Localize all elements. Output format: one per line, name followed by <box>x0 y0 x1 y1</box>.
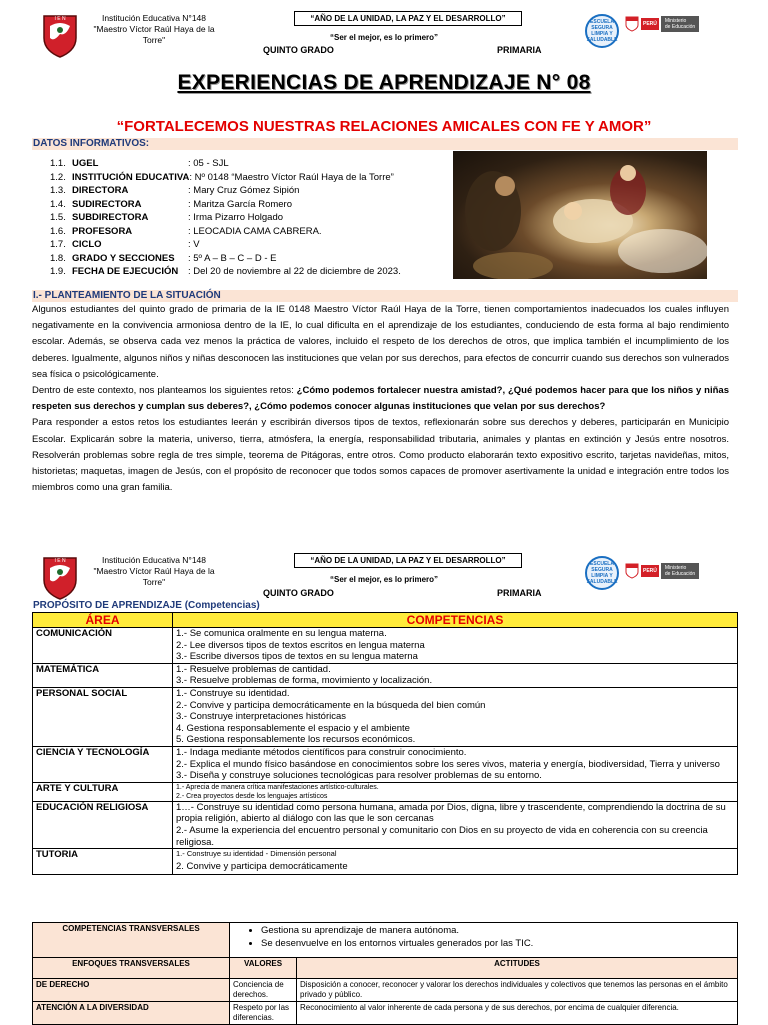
competencias-cell: 1.- Indaga mediante métodos científicos para construir conocimiento. 2.- Explica el mundo físico basándose en conocimientos sobre los seres vivos, materia y energía, biodiversidad, Tierra y universo 3.- Diseña y construye soluciones tecnológicas para resolver problemas de su entorno. <box>173 746 738 782</box>
competencias-table <box>32 612 738 875</box>
table-row <box>33 746 738 782</box>
area-cell: MATEMÁTICA <box>33 663 173 687</box>
situacion-paragraph-3: Para responder a estos retos los estudiantes leerán y escribirán diversos tipos de textos, reflexionarán sobre sus derechos y deberes, participarán en Municipio Escolar. Explicarán sobre la materia, universo, tierra, atmósfera, la energía, responsabilidad tributaria, animales y plantas en extinción y Jesús entre nosotros. Resolverán problemas sobre regla de tres simple, teorema de Pitágoras, entre otros. Como producto elaborarán texto expositivo escrito, tarjetas navideñas, mitos, historietas; maquetas, imagen de Jesús, con el propósito de reconocer que todos somos capaces de promover asertivamente la unidad e integración entre todos los miembros como una gran familia. <box>32 417 729 494</box>
enfoque-cell: ATENCIÓN A LA DIVERSIDAD <box>33 1002 230 1025</box>
school-crest-icon <box>40 554 80 600</box>
column-header-area: ÁREA <box>33 613 173 628</box>
competencias-cell: 1.- Construye su identidad - Dimensión personal 2. Convive y participa democráticamente <box>173 849 738 875</box>
situacion-paragraph-1: Algunos estudiantes del quinto grado de primaria de la IE 0148 Maestro Víctor Raúl Haya de la Torre, tienen comportamientos inadecuados los cuales influyen negativamente en la convivencia armoniosa dentro de la IE, lo cual dificulta en el aprendizaje de los estudiantes, conduciendo de esta forma al bajo rendimiento escolar. Además, se observa cada vez menos la práctica de valores, incluido el respeto de los derechos de otros, que implica también el incumplimiento de los deberes. Igualmente, algunos niños y niñas desconocen las instituciones que velan por sus derechos, para efectos de concurrir cuando sus derechos son vulnerados sea física o psicológicamente. <box>32 304 729 380</box>
nativity-image <box>453 151 707 279</box>
list-item: • Gestiona su aprendizaje de manera autónoma. <box>261 924 734 937</box>
school-logo <box>40 12 80 63</box>
competencias-cell: 1.- Resuelve problemas de cantidad. 3.- Resuelve problemas de forma, movimiento y localización. <box>173 663 738 687</box>
comp-transversal-list <box>230 923 738 958</box>
proposito-heading: PROPÓSITO DE APRENDIZAJE (Competencias) <box>33 600 260 611</box>
table-header-row <box>33 958 738 979</box>
situacion-paragraph-2: Dentro de este contexto, nos planteamos los siguientes retos: ¿Cómo podemos fortalecer nuestra amistad?, ¿Qué podemos hacer para que los niños y niñas respeten sus derechos y cumplan sus deberes?, ¿Cómo podemos conocer algunas instituciones que velan por sus derechos? <box>32 385 729 413</box>
table-row <box>33 1002 738 1025</box>
datos-row: 1.2. INSTITUCIÓN EDUCATIVA : Nº 0148 “Maestro Víctor Raúl Haya de la Torre” <box>50 171 394 183</box>
area-cell: EDUCACIÓN RELIGIOSA <box>33 801 173 848</box>
competencias-cell: 1.- Aprecia de manera crítica manifestaciones artístico-culturales. 2.- Crea proyectos desde los lenguajes artísticos <box>173 782 738 801</box>
column-header-valores: VALORES <box>230 958 297 979</box>
table-row <box>33 849 738 875</box>
area-cell: ARTE Y CULTURA <box>33 782 173 801</box>
ministry-logo: PERÚ Ministerio de Educación <box>625 563 699 579</box>
datos-row: 1.5. SUBDIRECTORA : Irma Pizarro Holgado <box>50 212 284 223</box>
datos-row: 1.8. GRADO Y SECCIONES : 5º A – B – C – D - E <box>50 252 277 264</box>
valor-cell: Conciencia de derechos. <box>230 979 297 1002</box>
svg-text:I E N: I E N <box>54 16 66 22</box>
situacion-heading: I.- PLANTEAMIENTO DE LA SITUACIÓN <box>33 290 221 301</box>
list-item: • Se desenvuelve en los entornos virtuales generados por las TIC. <box>261 937 734 950</box>
page-title: EXPERIENCIAS DE APRENDIZAJE N° 08 <box>177 71 591 94</box>
competencias-cell: 1.- Se comunica oralmente en su lengua materna. 2.- Lee diversos tipos de textos escritos en lengua materna 3.- Escribe diversos tipos de textos en su lengua materna <box>173 628 738 664</box>
table-header-row <box>33 613 738 628</box>
safe-school-badge-icon: ESCUELA SEGURA LIMPIA Y SALUDABLE <box>585 556 619 590</box>
datos-list <box>50 157 450 279</box>
school-crest-icon <box>40 12 80 58</box>
datos-row: 1.3. DIRECTORA : Mary Cruz Gómez Sipión <box>50 185 300 196</box>
year-motto: “AÑO DE LA UNIDAD, LA PAZ Y EL DESARROLLO” <box>294 553 522 568</box>
situacion-text <box>32 302 729 496</box>
table-row <box>33 979 738 1002</box>
actitud-cell: Disposición a conocer, reconocer y valorar los derechos individuales y colectivos que tenemos las personas en el ámbito privado y público. <box>297 979 738 1002</box>
institution-name: Institución Educativa N°148 "Maestro Víctor Raúl Haya de la Torre" <box>93 555 215 587</box>
level-label: PRIMARIA <box>497 588 542 598</box>
peru-shield-icon <box>625 563 639 579</box>
table-row <box>33 628 738 664</box>
school-logo <box>40 554 80 605</box>
comp-transversal-label: COMPETENCIAS TRANSVERSALES <box>33 923 230 958</box>
table-row <box>33 923 738 958</box>
column-header-enfoques: ENFOQUES TRANSVERSALES <box>33 958 230 979</box>
year-motto: “AÑO DE LA UNIDAD, LA PAZ Y EL DESARROLLO” <box>294 11 522 26</box>
grade-label: QUINTO GRADO <box>263 45 334 55</box>
safe-school-badge-icon: ESCUELA SEGURA LIMPIA Y SALUDABLE <box>585 14 619 48</box>
datos-row: 1.6. PROFESORA : LEOCADIA CAMA CABRERA. <box>50 225 322 237</box>
competencias-cell: 1.- Construye su identidad. 2.- Convive y participa democráticamente en la búsqueda del bien común 3.- Construye interpretaciones históricas 4. Gestiona responsablemente el espacio y el ambiente 5. Gestiona responsablemente los recursos económicos. <box>173 687 738 746</box>
table-row <box>33 801 738 848</box>
nativity-illustration-icon <box>453 151 707 279</box>
actitud-cell: Reconocimiento al valor inherente de cada persona y de sus derechos, por encima de cualquier diferencia. <box>297 1002 738 1025</box>
page-subtitle: “FORTALECEMOS NUESTRAS RELACIONES AMICALES CON FE Y AMOR” <box>116 118 652 135</box>
table-row <box>33 687 738 746</box>
competencias-cell: 1…- Construye su identidad como persona humana, amada por Dios, digna, libre y trascendente, comprendiendo la doctrina de su propia religión, abierto al diálogo con las que le son cercanas 2.- Asume la experiencia del encuentro personal y comunitario con Dios en su proyecto de vida en coherencia con su creencia religiosa. <box>173 801 738 848</box>
area-cell: COMUNICACIÓN <box>33 628 173 664</box>
datos-row: 1.1. UGEL : 05 - SJL <box>50 158 229 169</box>
transversal-table <box>32 922 738 1025</box>
valor-cell: Respeto por las diferencias. <box>230 1002 297 1025</box>
enfoque-cell: DE DERECHO <box>33 979 230 1002</box>
table-row <box>33 782 738 801</box>
institution-name: Institución Educativa N°148 "Maestro Víctor Raúl Haya de la Torre" <box>93 13 215 45</box>
peru-shield-icon <box>625 16 639 32</box>
column-header-competencias: COMPETENCIAS <box>173 613 738 628</box>
datos-row: 1.9. FECHA DE EJECUCIÓN : Del 20 de noviembre al 22 de diciembre de 2023. <box>50 266 401 277</box>
school-motto: “Ser el mejor, es lo primero” <box>330 33 439 42</box>
area-cell: CIENCIA Y TECNOLOGÍA <box>33 746 173 782</box>
table-row <box>33 663 738 687</box>
datos-heading: DATOS INFORMATIVOS: <box>33 138 150 149</box>
area-cell: TUTORIA <box>33 849 173 875</box>
area-cell: PERSONAL SOCIAL <box>33 687 173 746</box>
ministry-logo: PERÚ Ministerio de Educación <box>625 16 699 32</box>
datos-row: 1.4. SUDIRECTORA : Maritza García Romero <box>50 198 292 210</box>
level-label: PRIMARIA <box>497 45 542 55</box>
datos-row: 1.7. CICLO : V <box>50 239 200 250</box>
svg-text:I E N: I E N <box>54 558 66 564</box>
grade-label: QUINTO GRADO <box>263 588 334 598</box>
school-motto: “Ser el mejor, es lo primero” <box>330 575 439 584</box>
column-header-actitudes: ACTITUDES <box>297 958 738 979</box>
